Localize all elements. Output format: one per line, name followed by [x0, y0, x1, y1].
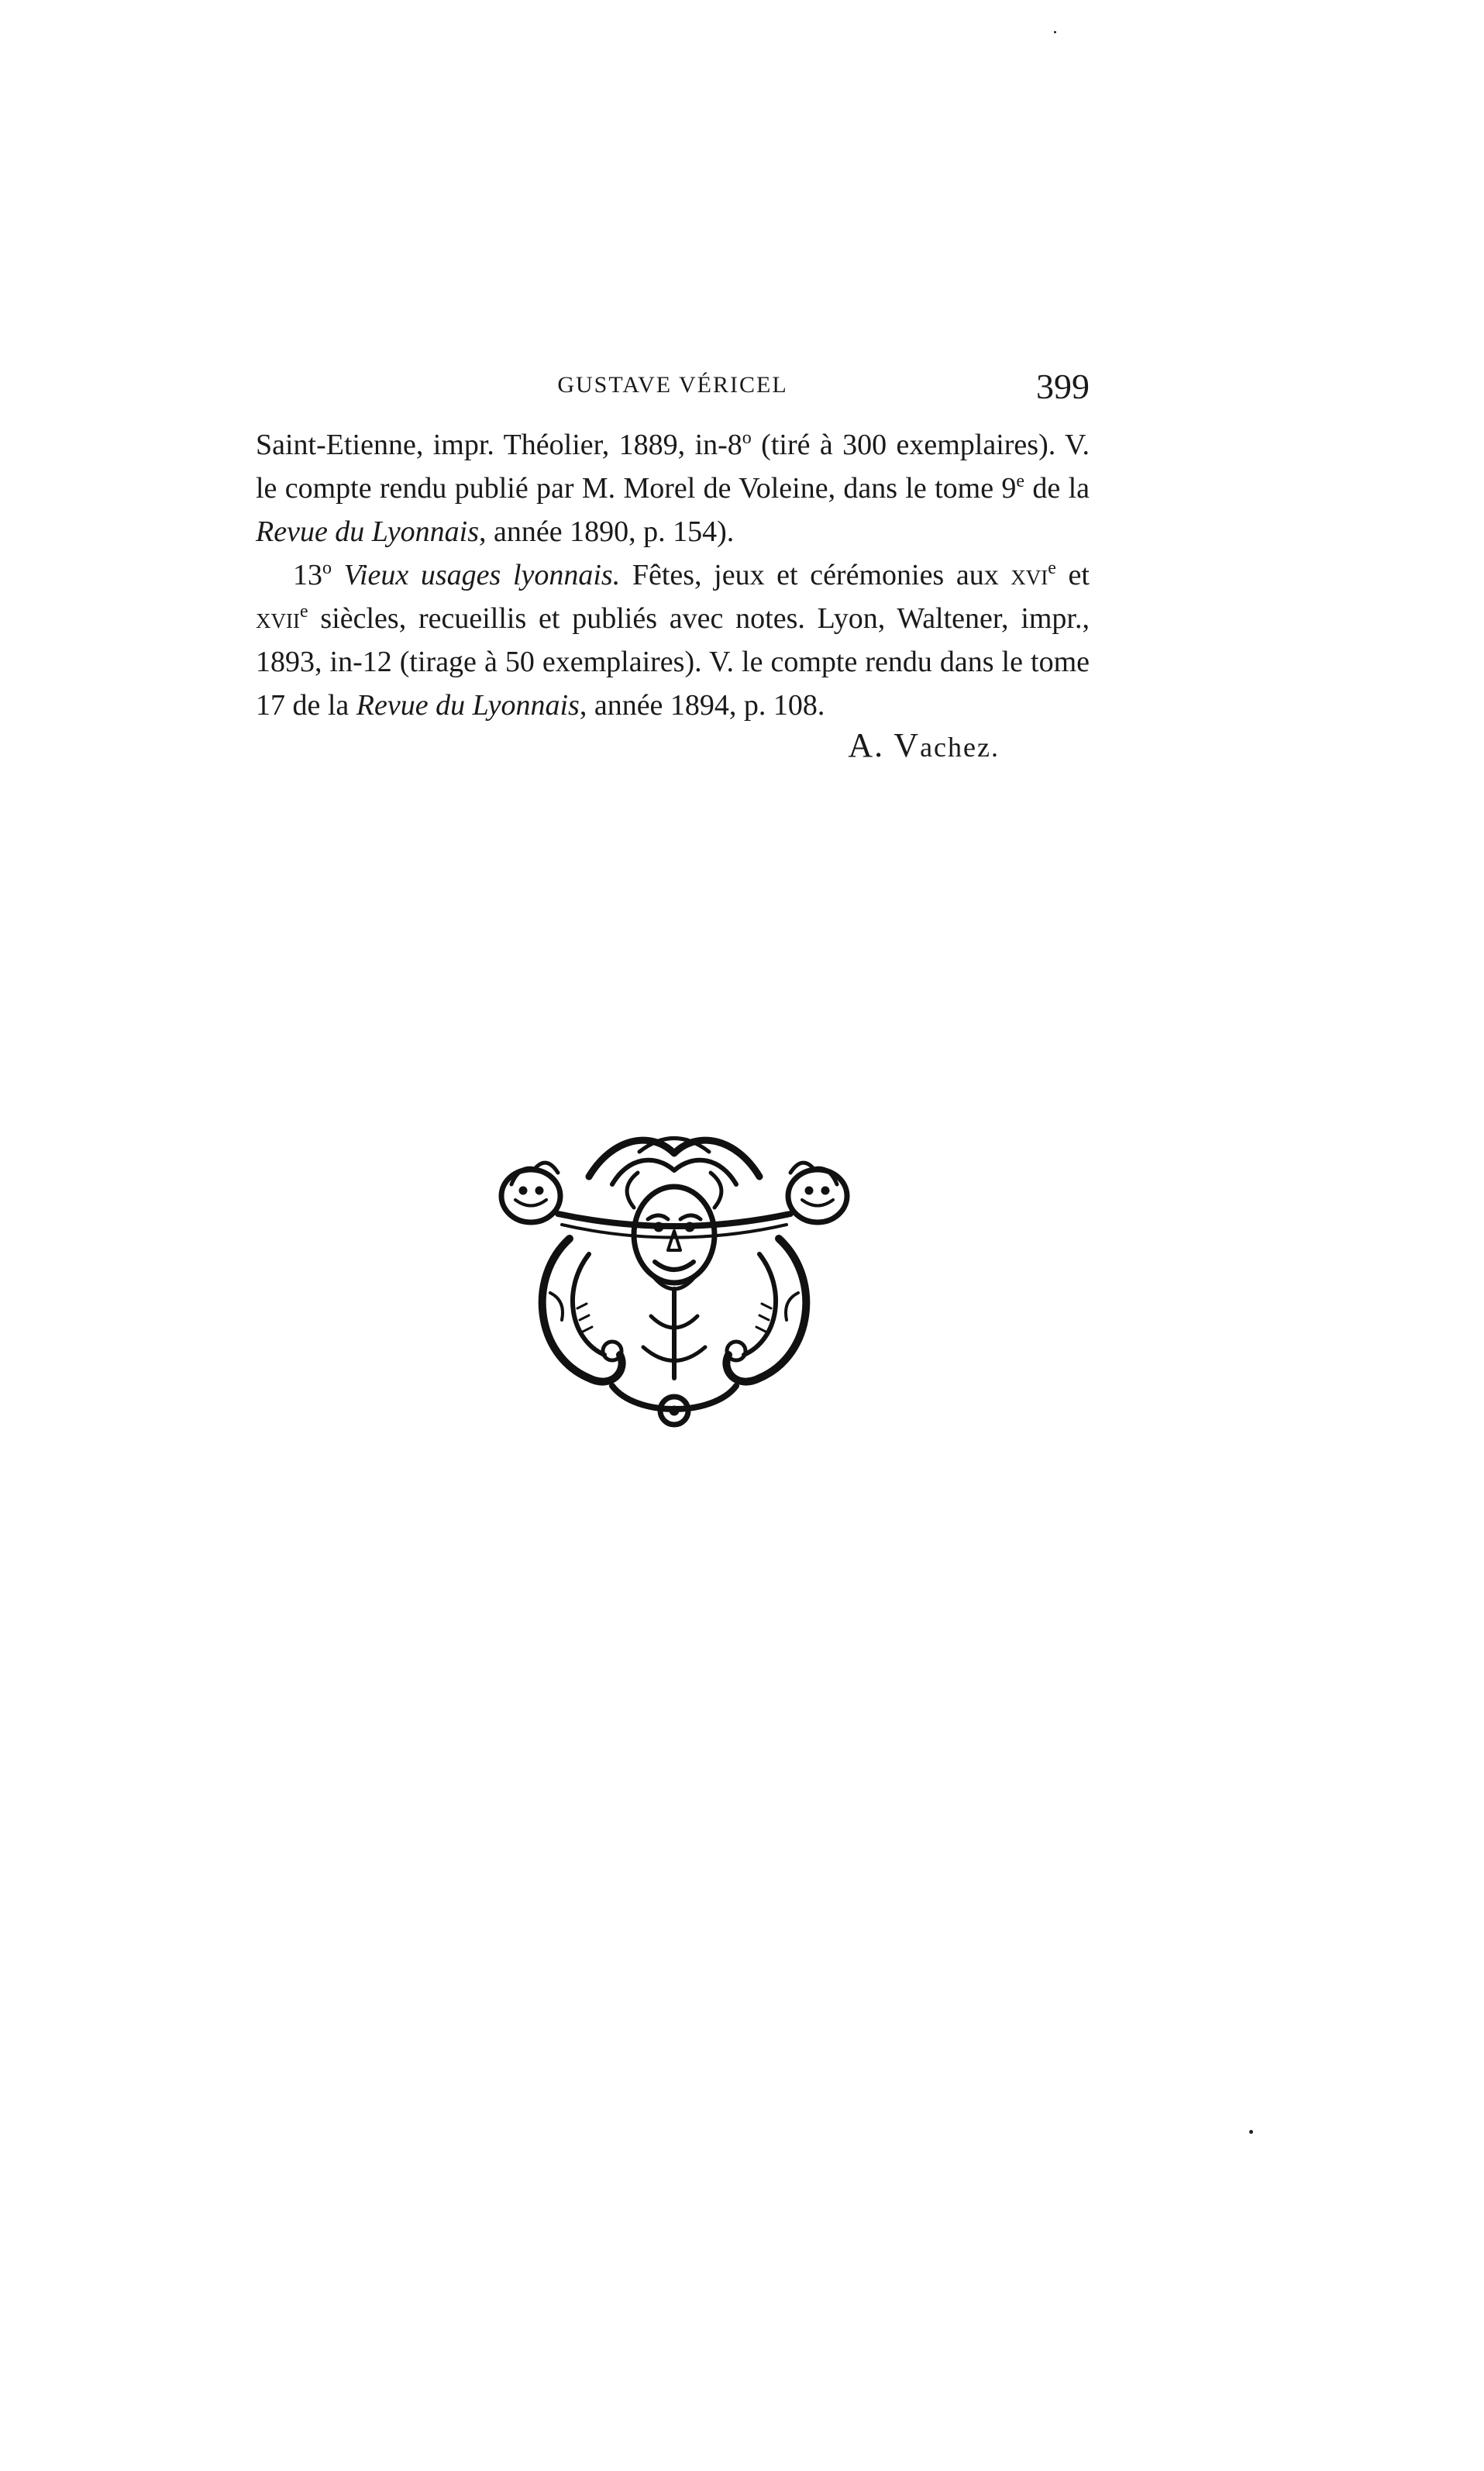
superscript: e — [1016, 471, 1025, 491]
signature-initial: A. V — [848, 726, 921, 764]
work-title: Vieux usages lyonnais. — [343, 559, 621, 591]
century-numeral: xvii — [256, 602, 300, 635]
paper-speck — [1249, 2130, 1253, 2134]
grotesque-mask-ornament-icon — [496, 1122, 852, 1432]
text-segment: siècles, recueillis et publiés avec notes. Lyon, Waltener, impr., 1893, in-12 (tirage à 50 exemplaires). V. le compte rendu dans le tome 17 de la — [256, 602, 1090, 722]
paragraph-continuation — [256, 423, 1090, 553]
signature-rest: achez. — [920, 732, 1000, 763]
item-number: 13 — [293, 559, 322, 591]
journal-title: Revue du Lyonnais — [256, 515, 480, 548]
running-head — [256, 366, 1090, 412]
degree-mark: o — [322, 558, 332, 578]
text-segment: , année 1890, p. 154). — [479, 515, 735, 548]
text-segment: V. le compte rendu publié par M. Morel de Voleine, dans le tome 9 — [256, 429, 1090, 505]
text-segment: Saint-Etienne, impr. Théolier, 1889, in-8 — [256, 429, 742, 461]
running-title: GUSTAVE VÉRICEL — [557, 372, 788, 398]
author-signature — [256, 725, 1000, 765]
page-number: 399 — [1036, 367, 1090, 406]
text-segment: (tiré à 300 exemplaires). — [751, 429, 1056, 461]
paper-speck — [1054, 31, 1056, 33]
degree-mark: o — [742, 428, 752, 448]
text-segment: et — [1055, 559, 1090, 591]
century-numeral: xvi — [1011, 559, 1048, 591]
superscript: e — [299, 601, 308, 622]
text-segment: Fêtes, jeux et cérémonies aux — [620, 559, 1011, 591]
text-segment: de la — [1024, 472, 1090, 505]
paragraph-item-13 — [256, 553, 1090, 727]
body-text — [256, 423, 1090, 727]
text-segment: , année 1894, p. 108. — [579, 689, 825, 722]
superscript: e — [1048, 558, 1056, 578]
journal-title: Revue du Lyonnais — [356, 689, 580, 722]
